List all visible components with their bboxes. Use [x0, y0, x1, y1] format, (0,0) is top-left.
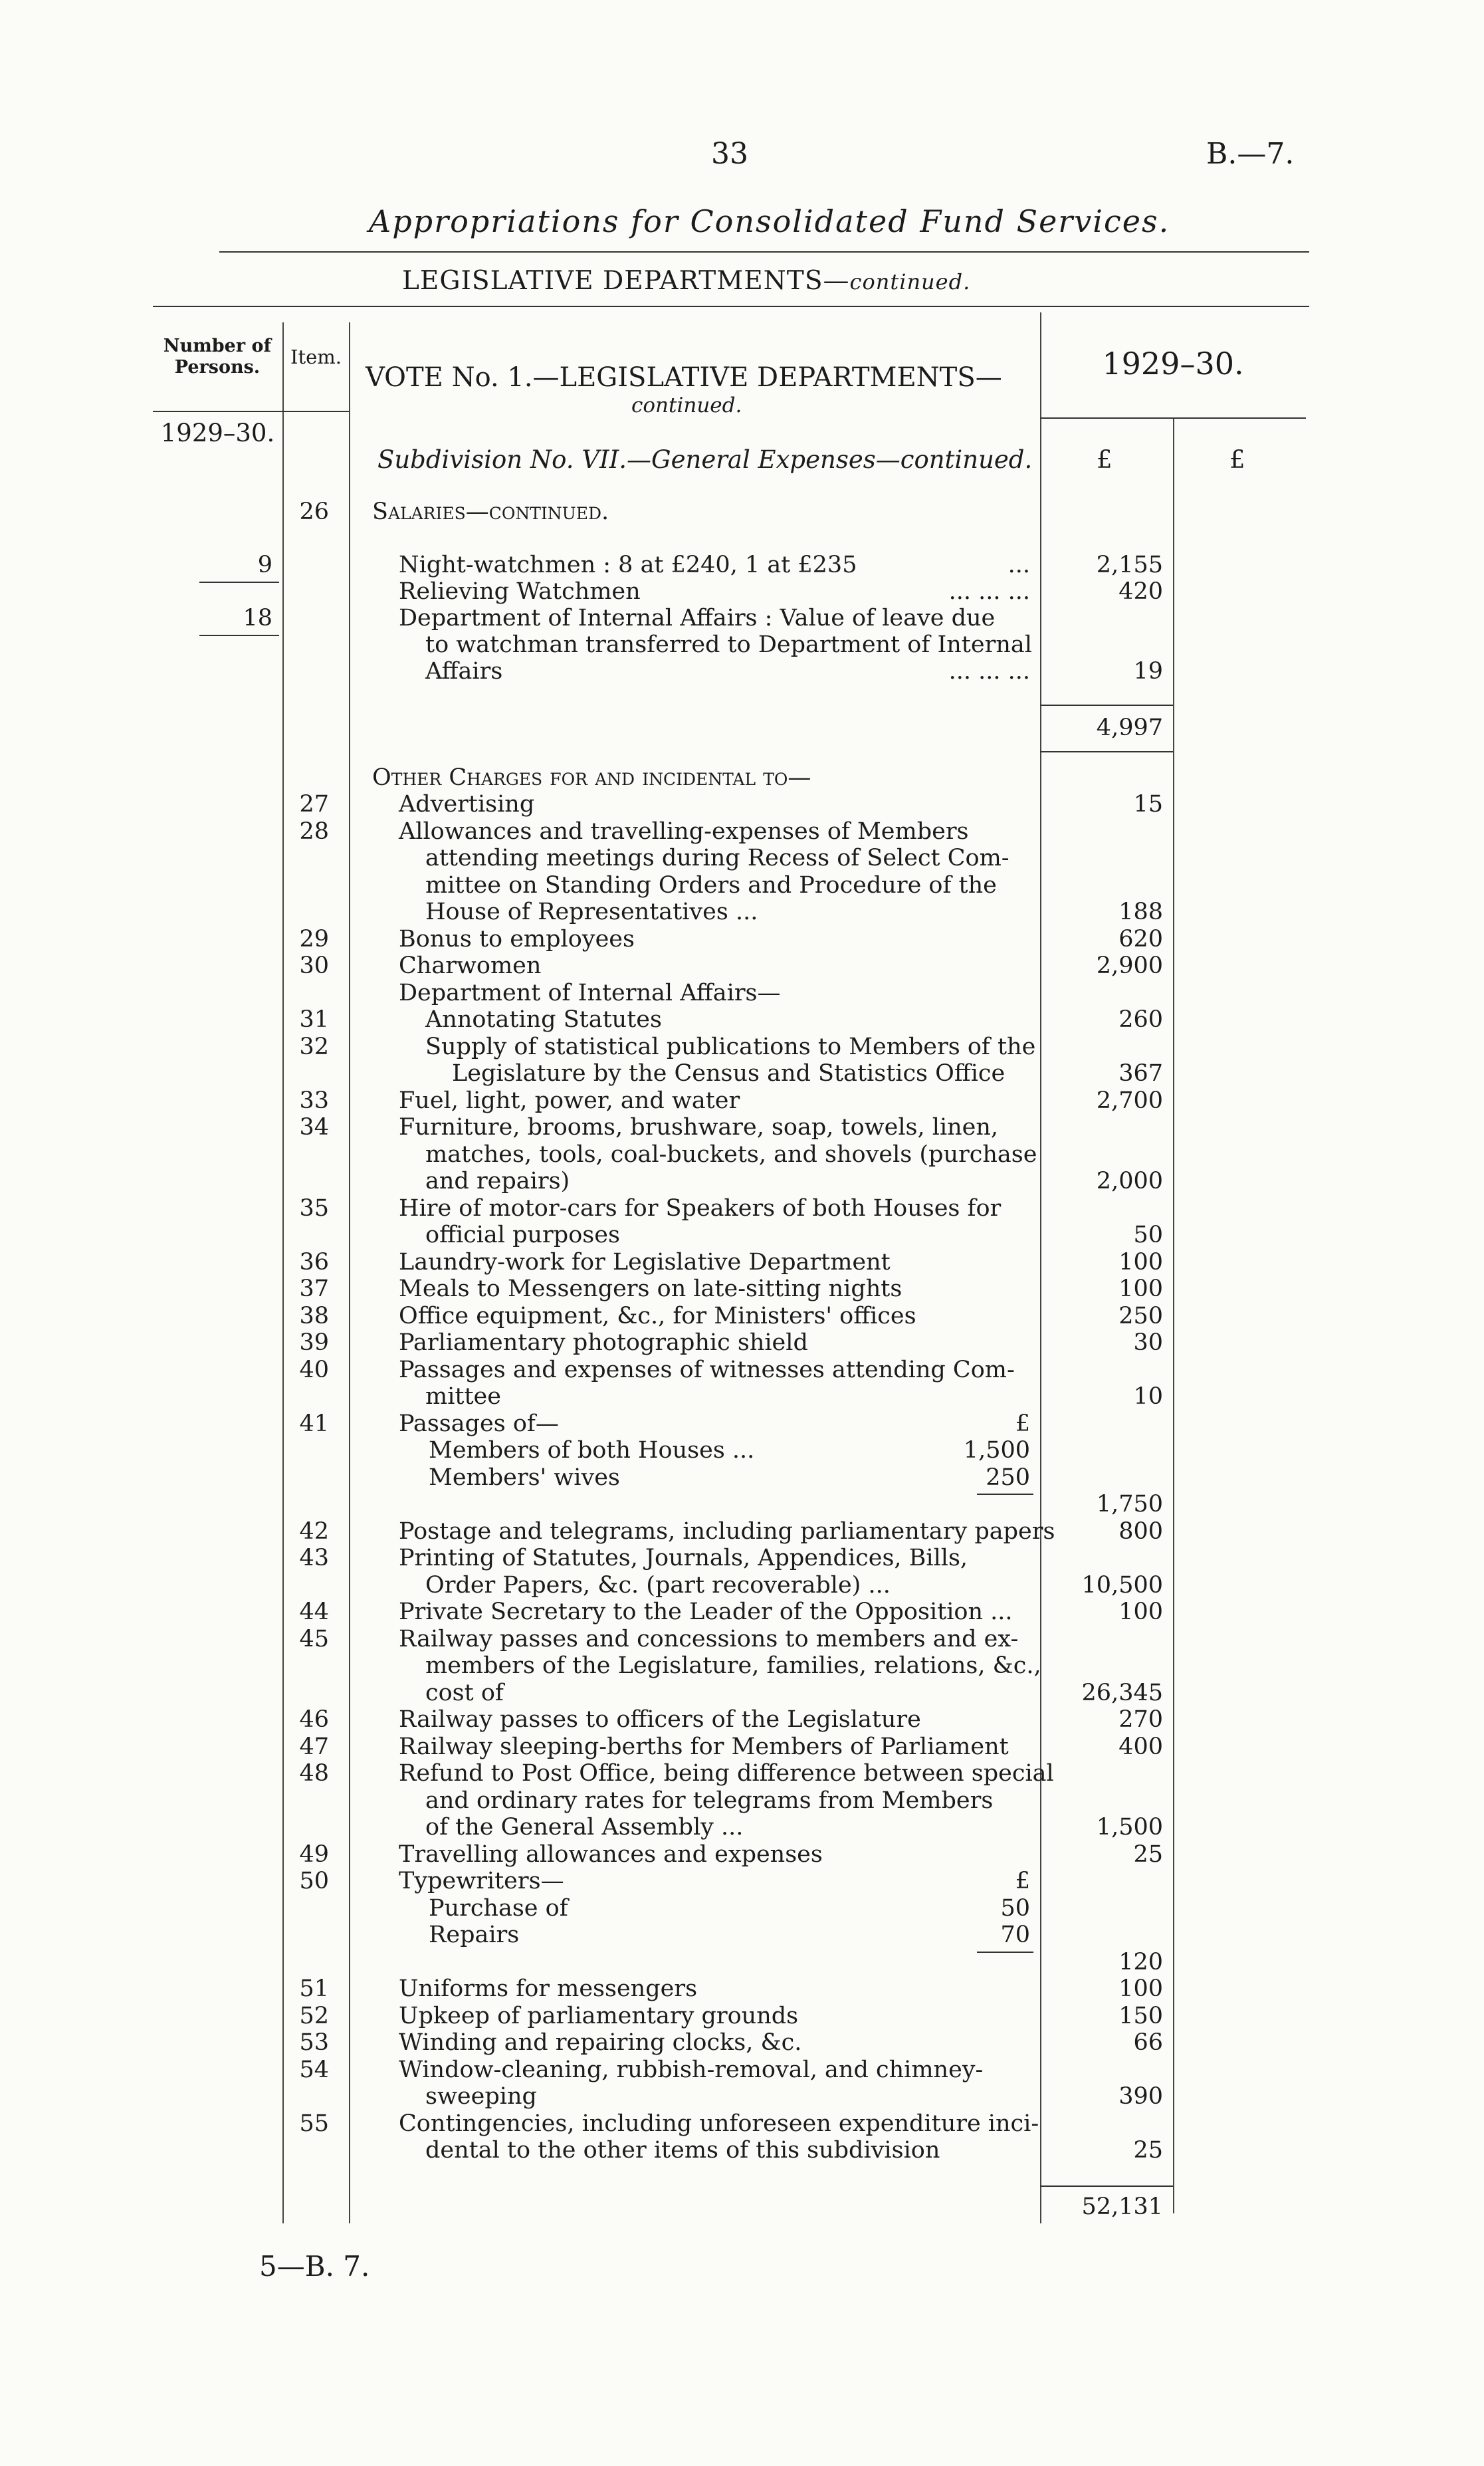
salaries-subtotal-rule-top	[1040, 705, 1173, 706]
section-rule	[153, 306, 1309, 307]
item-description: mittee	[425, 1383, 501, 1410]
item-description: Typewriters—	[399, 1868, 564, 1894]
item-description: House of Representatives ...	[425, 899, 758, 925]
item-number: 27	[299, 791, 329, 818]
item-description: Supply of statistical publications to Members of the	[425, 1033, 1036, 1060]
item-description: Annotating Statutes	[425, 1006, 662, 1033]
salary-amount: 19	[1133, 658, 1163, 685]
item-description: Charwomen	[399, 953, 542, 979]
section-continued: continued.	[849, 269, 971, 294]
section-label: LEGISLATIVE DEPARTMENTS—	[402, 266, 850, 296]
item-amount: 100	[1118, 1248, 1163, 1276]
item-description: mittee on Standing Orders and Procedure of the	[425, 871, 997, 899]
sub-item-label: Members of both Houses ...	[429, 1437, 755, 1464]
item-number: 34	[299, 1114, 329, 1141]
amount-col-mid	[1173, 419, 1174, 2213]
item-amount: 800	[1118, 1517, 1163, 1545]
item-description: Winding and repairing clocks, &c.	[399, 2029, 802, 2056]
item-number: 52	[299, 2002, 329, 2029]
item-number: 51	[299, 1975, 329, 2002]
item-number: 41	[299, 1410, 329, 1437]
item-amount: 50	[1133, 1222, 1163, 1248]
item-head-rule	[282, 411, 349, 412]
item-description: matches, tools, coal-buckets, and shovels (purchase	[425, 1141, 1037, 1168]
item-col-header: Item.	[290, 346, 342, 368]
item-amount: 250	[1118, 1302, 1163, 1329]
page-title: Appropriations for Consolidated Fund Services.	[369, 203, 1170, 239]
salary-line: Relieving Watchmen	[399, 578, 641, 605]
salary-line: Night-watchmen : 8 at £240, 1 at £235	[399, 552, 857, 578]
pound-sign-col2: £	[1229, 445, 1245, 474]
item-description: Printing of Statutes, Journals, Appendices, Bills,	[399, 1545, 968, 1571]
salary-line: Department of Internal Affairs : Value of leave due	[399, 605, 996, 631]
document-reference: B.—7.	[1206, 137, 1295, 171]
sub-total-rule	[977, 1494, 1033, 1495]
sub-item-label: Repairs	[429, 1922, 520, 1948]
item-number: 40	[299, 1356, 329, 1383]
item-amount: 620	[1118, 925, 1163, 953]
item-amount: 2,900	[1096, 953, 1163, 979]
item-description: Hire of motor-cars for Speakers of both Houses for	[399, 1194, 1002, 1222]
item-amount: 400	[1118, 1733, 1163, 1760]
persons-head-rule	[153, 411, 282, 412]
sub-item-value: 50	[1000, 1894, 1030, 1922]
item-amount: 260	[1118, 1006, 1163, 1033]
footer-reference: 5—B. 7.	[259, 2250, 370, 2283]
sub-item-label: Members' wives	[429, 1464, 620, 1491]
item-number: 37	[299, 1276, 329, 1302]
item-number: 39	[299, 1329, 329, 1356]
item-number: 45	[299, 1625, 329, 1652]
persons-count: 18	[243, 605, 272, 631]
item-description: Railway passes and concessions to members and ex-	[399, 1625, 1019, 1652]
item-amount: 30	[1133, 1329, 1163, 1356]
item-description: Railway passes to officers of the Legislature	[399, 1706, 921, 1733]
item-number: 33	[299, 1087, 329, 1114]
item-number: 32	[299, 1033, 329, 1060]
salary-line: to watchman transferred to Department of Internal	[425, 631, 1032, 658]
sub-item-value: 70	[1000, 1922, 1030, 1948]
item-description: Parliamentary photographic shield	[399, 1329, 808, 1356]
vote-heading-continued: continued.	[631, 393, 742, 417]
item-number: 36	[299, 1248, 329, 1276]
item-description: Bonus to employees	[399, 925, 635, 953]
dot-leader: ...	[1007, 552, 1030, 578]
item-description: Fuel, light, power, and water	[399, 1087, 740, 1114]
salary-amount: 2,155	[1096, 552, 1163, 578]
item-amount: 100	[1118, 1975, 1163, 2002]
amount-col-left	[1040, 312, 1041, 2223]
item-amount: 100	[1118, 1276, 1163, 1302]
item-amount: 25	[1133, 2137, 1163, 2164]
dot-leader: ... ... ...	[948, 658, 1030, 685]
item-amount: 10,500	[1081, 1571, 1163, 1599]
year-col-header: 1929–30.	[1102, 346, 1244, 382]
sub-item-value: 1,500	[963, 1437, 1030, 1464]
salaries-heading: Salaries—continued.	[372, 499, 609, 525]
vote-heading: VOTE No. 1.—LEGISLATIVE DEPARTMENTS—	[366, 362, 1002, 393]
persons-count: 9	[257, 552, 272, 578]
item-amount: 390	[1118, 2083, 1163, 2110]
item-amount: 26,345	[1081, 1679, 1163, 1706]
item-number: 43	[299, 1545, 329, 1571]
item-description: Meals to Messengers on late-sitting nights	[399, 1276, 902, 1302]
item-amount: 2,700	[1096, 1087, 1163, 1114]
item-description: Upkeep of parliamentary grounds	[399, 2002, 799, 2029]
item-amount: 15	[1133, 791, 1163, 818]
year-head-rule	[1040, 417, 1306, 419]
total-rule	[1040, 2186, 1173, 2187]
item-amount: 367	[1118, 1060, 1163, 1087]
sub-item-label: Purchase of	[429, 1894, 568, 1922]
item-description: Furniture, brooms, brushware, soap, towels, linen,	[399, 1114, 999, 1141]
item-description: Uniforms for messengers	[399, 1975, 698, 2002]
item-amount: 2,000	[1096, 1168, 1163, 1194]
item-description: Office equipment, &c., for Ministers' offices	[399, 1302, 916, 1329]
item-description: Order Papers, &c. (part recoverable) ...	[425, 1571, 891, 1599]
item-amount: 120	[1118, 1948, 1163, 1975]
item-description: Advertising	[399, 791, 535, 818]
item-description: Laundry-work for Legislative Department	[399, 1248, 891, 1276]
salary-line: Affairs	[425, 658, 503, 685]
item-description: Passages of—	[399, 1410, 559, 1437]
item-number: 54	[299, 2056, 329, 2083]
item-description: Allowances and travelling-expenses of Members	[399, 818, 969, 845]
item-amount: 25	[1133, 1841, 1163, 1868]
other-charges-heading: Other Charges for and incidental to—	[372, 764, 811, 791]
persons-rule	[199, 582, 279, 583]
sub-pound-sign: £	[1015, 1868, 1030, 1894]
item-amount: 66	[1133, 2029, 1163, 2056]
item-amount: 1,500	[1096, 1814, 1163, 1841]
item-number: 29	[299, 925, 329, 953]
item-description: and ordinary rates for telegrams from Members	[425, 1787, 994, 1814]
grand-total: 52,131	[1081, 2193, 1163, 2220]
item-number: 42	[299, 1517, 329, 1545]
item-number: 46	[299, 1706, 329, 1733]
item-number: 50	[299, 1868, 329, 1894]
pound-sign-col1: £	[1097, 445, 1113, 474]
page-number: 33	[711, 137, 748, 171]
salaries-subtotal: 4,997	[1096, 715, 1163, 741]
salaries-subtotal-rule-bottom	[1040, 751, 1173, 752]
item-description: sweeping	[425, 2083, 537, 2110]
item-description: dental to the other items of this subdivision	[425, 2137, 940, 2164]
item-number: 31	[299, 1006, 329, 1033]
dot-leader: ... ... ...	[948, 578, 1030, 605]
item-description: Railway sleeping-berths for Members of Parliament	[399, 1733, 1009, 1760]
item-description: Legislature by the Census and Statistics Office	[452, 1060, 1006, 1087]
item-description: Contingencies, including unforeseen expenditure inci-	[399, 2110, 1039, 2137]
persons-year: 1929–30.	[160, 419, 275, 447]
item-number: 44	[299, 1599, 329, 1625]
item-number: 47	[299, 1733, 329, 1760]
sub-pound-sign: £	[1015, 1410, 1030, 1437]
item-description: and repairs)	[425, 1168, 570, 1194]
item-number: 35	[299, 1194, 329, 1222]
title-rule	[219, 251, 1309, 253]
item-amount: 10	[1133, 1383, 1163, 1410]
item-amount: 100	[1118, 1599, 1163, 1625]
item-description: official purposes	[425, 1222, 620, 1248]
subdivision-heading: Subdivision No. VII.—General Expenses—continued.	[377, 445, 1033, 474]
item-number: 30	[299, 953, 329, 979]
item-description: Travelling allowances and expenses	[399, 1841, 823, 1868]
persons-rule	[199, 635, 279, 636]
item-amount: 150	[1118, 2002, 1163, 2029]
item-description: Postage and telegrams, including parliamentary papers	[399, 1517, 1055, 1545]
item-description: Private Secretary to the Leader of the Opposition ...	[399, 1599, 1013, 1625]
item-col-right	[349, 322, 350, 2223]
item-amount: 270	[1118, 1706, 1163, 1733]
section-heading	[402, 266, 970, 296]
item-amount: 1,750	[1096, 1491, 1163, 1517]
sub-total-rule	[977, 1952, 1033, 1953]
persons-col-header: Number of Persons.	[163, 336, 272, 378]
item-number: 49	[299, 1841, 329, 1868]
item-description: Passages and expenses of witnesses attending Com-	[399, 1356, 1015, 1383]
item-description: members of the Legislature, families, relations, &c.,	[425, 1652, 1041, 1679]
item-number: 38	[299, 1302, 329, 1329]
item-description: Window-cleaning, rubbish-removal, and chimney-	[399, 2056, 984, 2083]
salary-amount: 420	[1118, 578, 1163, 605]
item-number: 53	[299, 2029, 329, 2056]
item-description: Department of Internal Affairs—	[399, 979, 781, 1006]
item-number: 55	[299, 2110, 329, 2137]
item-description: attending meetings during Recess of Select Com-	[425, 845, 1009, 871]
item-amount: 188	[1118, 899, 1163, 925]
sub-item-value: 250	[986, 1464, 1030, 1491]
item-description: of the General Assembly ...	[425, 1814, 744, 1841]
item-number: 28	[299, 818, 329, 845]
item-description: cost of	[425, 1679, 504, 1706]
item-number: 48	[299, 1760, 329, 1787]
item-number: 26	[299, 499, 329, 525]
item-description: Refund to Post Office, being difference between special	[399, 1760, 1054, 1787]
